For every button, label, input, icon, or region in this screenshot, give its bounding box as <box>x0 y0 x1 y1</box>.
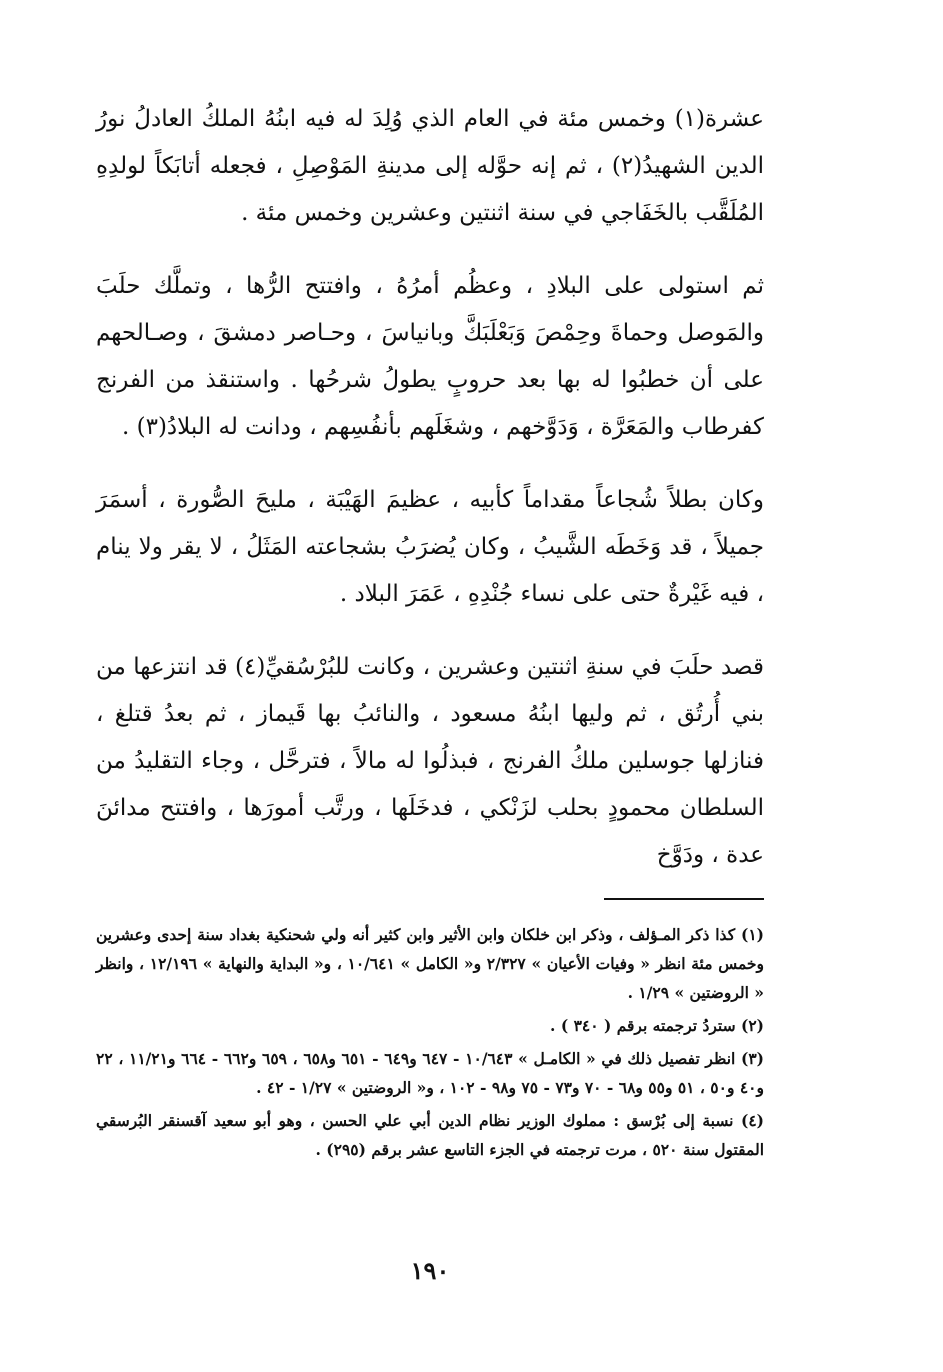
footnote-2: (٢) ستردُ ترجمته برقم ( ٣٤٠ ) . <box>550 1016 764 1035</box>
footnote-3: (٣) انظر تفصيل ذلك في « الكامـل » ١٠/٦٤٣ - ٦٤٧ و٦٤٩ - ٦٥١ و٦٥٨ ، ٦٥٩ و٦٦٢ - ٦٦٤ و١١/٢١ ، ٢٢ و٤٠ و٥٠ ، ٥١ و٥٥ و٦٨ - ٧٠ و٧٣ - ٧٥ و٩٨ - ١٠٢ ، و« الروضتين » ١/٢٧ - ٤٢ . <box>96 1049 764 1097</box>
main-text <box>96 96 764 905</box>
footnotes <box>96 920 764 1168</box>
footnote-divider <box>604 898 764 900</box>
page-number: ١٩٠ <box>410 1256 450 1285</box>
footnote-1: (١) كذا ذكر المـؤلف ، وذكر ابن خلكان وابن الأثير وابن كثير أنه ولي شحنكية بغداد سنة إحدى وعشرين وخمس مئة انظر « وفيات الأعيان » ٢/٣٢٧ و« الكامل » ١٠/٦٤١ ، و« البداية والنهاية » ١٢/١٩٦ ، وانظر « الروضتين » ١/٢٩ . <box>96 925 764 1002</box>
paragraph-4: قصد حلَبَ في سنةِ اثنتين وعشرين ، وكانت للبُرْسُقيِّ(٤) قد انتزعها من بني أُرتُق ، ثم وليها ابنُهُ مسعود ، والنائبُ بها قَيماز ، ثم بعدُ قتلغ ، فنازلها جوسلين ملكُ الفرنج ، فبذلُوا له مالاً ، فترحَّل ، وجاء التقليدُ من السلطان محمودٍ بحلب لزَنْكي ، فدخَلَها ، ورتَّب أمورَها ، وافتتح مدائنَ عدة ، ودَوَّخ <box>96 654 764 868</box>
paragraph-1: عشرة(١) وخمس مئة في العام الذي وُلِدَ له فيه ابنُهُ الملكُ العادلُ نورُ الدين الشهيدُ(٢) ، ثم إنه حوَّله إلى مدينةِ المَوْصِلِ ، فجعله أتابَكاً لولدِهِ المُلَقَّب بالخَفَاجي في سنة اثنتين وعشرين وخمس مئة . <box>96 106 764 226</box>
paragraph-3: وكان بطلاً شُجاعاً مقداماً كأبيه ، عظيمَ الهَيْبَة ، مليحَ الصُّورة ، أسمَرَ جميلاً ، قد وَخَطَه الشَّيبُ ، وكان يُضرَبُ بشجاعته المَثَلُ ، لا يقر ولا ينام ، فيه غَيْرةٌ حتى على نساء جُنْدِهِ ، عَمَرَ البلاد . <box>96 487 764 607</box>
footnote-4: (٤) نسبة إلى بُرْسق : مملوك الوزير نظام الدين أبي علي الحسن ، وهو أبو سعيد آقسنقر البُرسقي المقتول سنة ٥٢٠ ، مرت ترجمته في الجزء التاسع عشر برقم (٢٩٥) . <box>96 1111 764 1159</box>
paragraph-2: ثم استولى على البلادِ ، وعظُم أمرُهُ ، وافتتح الرُّها ، وتملَّك حلَبَ والمَوصل وحماةَ وحِمْصَ وَبَعْلَبَكَّ وبانياسَ ، وحـاصر دمشقَ ، وصـالحهم على أن خطبُوا له بها بعد حروبٍ يطولُ شرحُها . واستنقذ من الفرنج كفرطاب والمَعَرَّة ، وَدَوَّخهم ، وشغَلَهم بأنفُسِهم ، ودانت له البلادُ(٣) . <box>96 273 764 440</box>
